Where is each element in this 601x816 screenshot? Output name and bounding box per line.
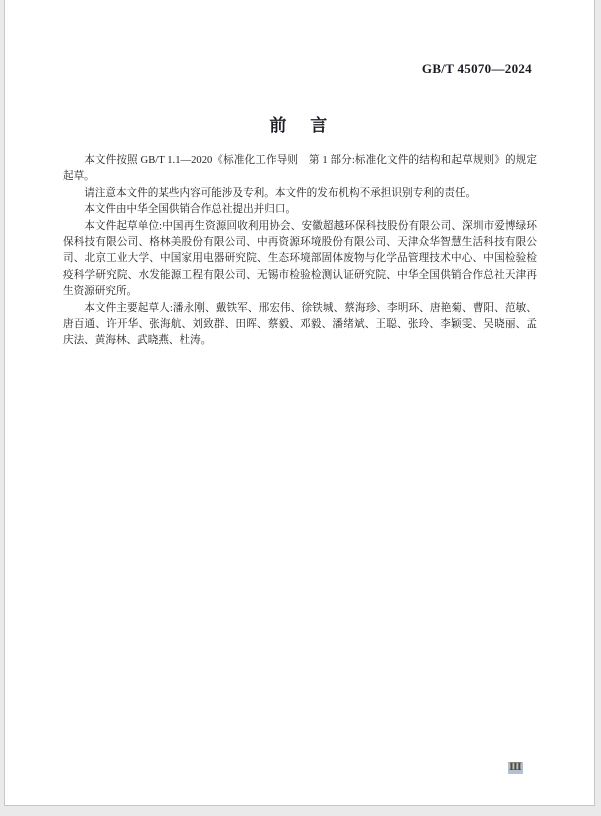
document-body bbox=[63, 153, 537, 350]
paragraph-drafting-organizations: 本文件起草单位:中国再生资源回收利用协会、安徽超越环保科技股份有限公司、深圳市爱博绿环保科技有限公司、格林美股份有限公司、中再资源环境股份有限公司、天津众华智慧生活科技有限公司、北京工业大学、中国家用电器研究院、生态环境部固体废物与化学品管理技术中心、中国检验检疫科学研究院、水发能源工程有限公司、无锡市检验检测认证研究院、中华全国供销合作总社天津再生资源研究所。 bbox=[63, 220, 537, 298]
paragraph-patent-notice: 请注意本文件的某些内容可能涉及专利。本文件的发布机构不承担识别专利的责任。 bbox=[84, 187, 477, 199]
paragraph-proposing-body: 本文件由中华全国供销合作总社提出并归口。 bbox=[84, 204, 297, 216]
document-page bbox=[4, 0, 595, 806]
paragraph-main-drafters: 本文件主要起草人:潘永刚、戴铁军、邢宏伟、徐铁城、蔡海珍、李明环、唐艳菊、曹阳、范敏、唐百通、许开华、张海航、刘致群、田晖、蔡毅、邓毅、潘绪斌、王聪、张玲、李颖雯、吴晓丽、孟庆法、黄海林、武晓燕、杜涛。 bbox=[63, 302, 537, 347]
standard-number: GB/T 45070—2024 bbox=[421, 61, 532, 76]
page-title: 前 言 bbox=[269, 116, 331, 135]
page-number: Ⅲ bbox=[509, 762, 522, 773]
paragraph-drafting-rules: 本文件按照 GB/T 1.1—2020《标准化工作导则 第 1 部分:标准化文件的结构和起草规则》的规定起草。 bbox=[63, 155, 537, 183]
